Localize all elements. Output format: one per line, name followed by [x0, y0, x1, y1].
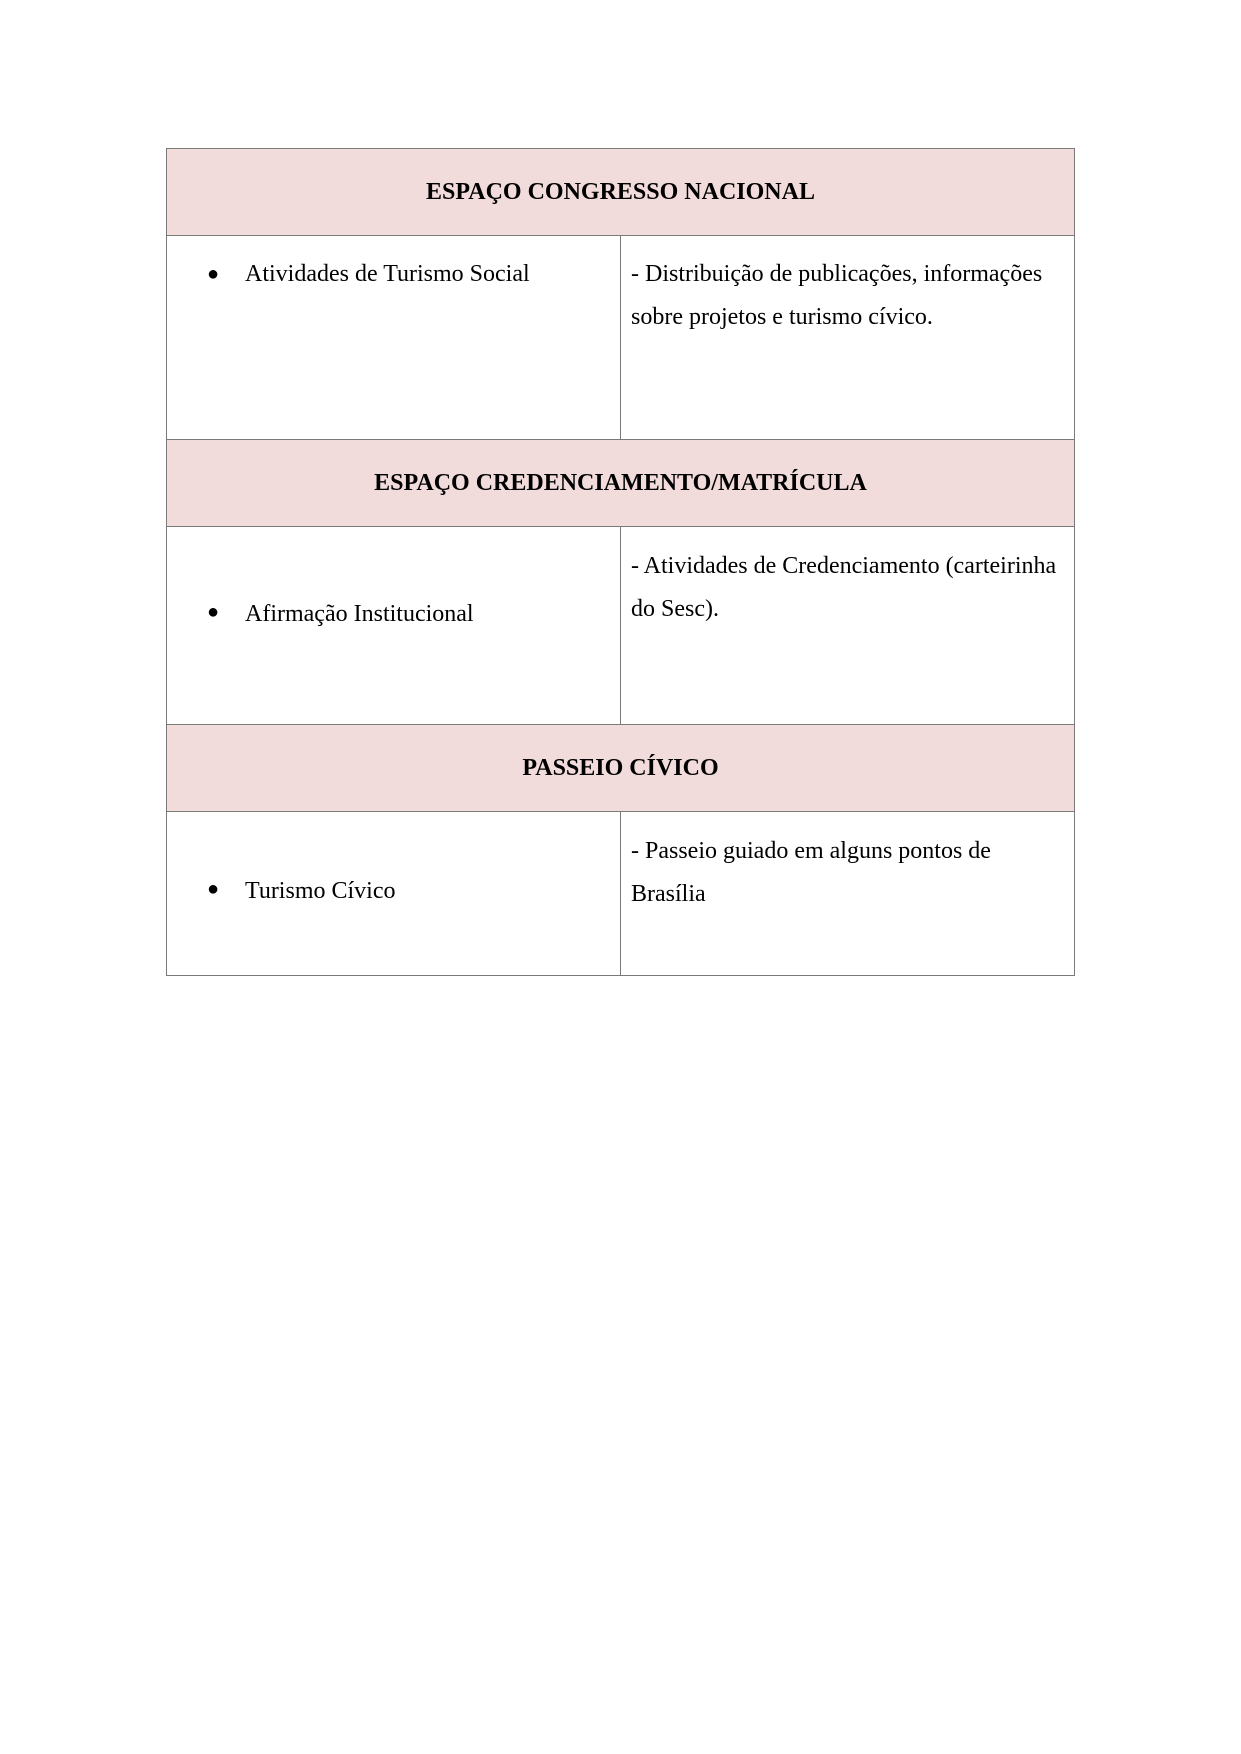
section-header-row — [167, 440, 1075, 527]
item-cell — [167, 527, 621, 725]
item-text: Atividades de Turismo Social — [245, 261, 530, 287]
item-text: Turismo Cívico — [245, 878, 396, 904]
bullet-dot-icon: ● — [207, 601, 220, 623]
section-body-row — [167, 236, 1075, 440]
section-title: ESPAÇO CONGRESSO NACIONAL — [167, 149, 1075, 236]
item-text: Afirmação Institucional — [245, 601, 474, 627]
bullet-dot-icon: ● — [207, 263, 220, 285]
section-body-row — [167, 812, 1075, 976]
section-title: ESPAÇO CREDENCIAMENTO/MATRÍCULA — [167, 440, 1075, 527]
description-cell: - Distribuição de publicações, informações sobre projetos e turismo cívico. — [621, 236, 1075, 440]
section-body-row — [167, 527, 1075, 725]
section-title: PASSEIO CÍVICO — [167, 725, 1075, 812]
activities-table — [166, 148, 1075, 976]
section-header-row — [167, 725, 1075, 812]
bullet-dot-icon: ● — [207, 878, 220, 900]
item-cell — [167, 236, 621, 440]
item-cell — [167, 812, 621, 976]
description-cell: - Passeio guiado em alguns pontos de Brasília — [621, 812, 1075, 976]
section-header-row — [167, 149, 1075, 236]
description-cell: - Atividades de Credenciamento (carteirinha do Sesc). — [621, 527, 1075, 725]
